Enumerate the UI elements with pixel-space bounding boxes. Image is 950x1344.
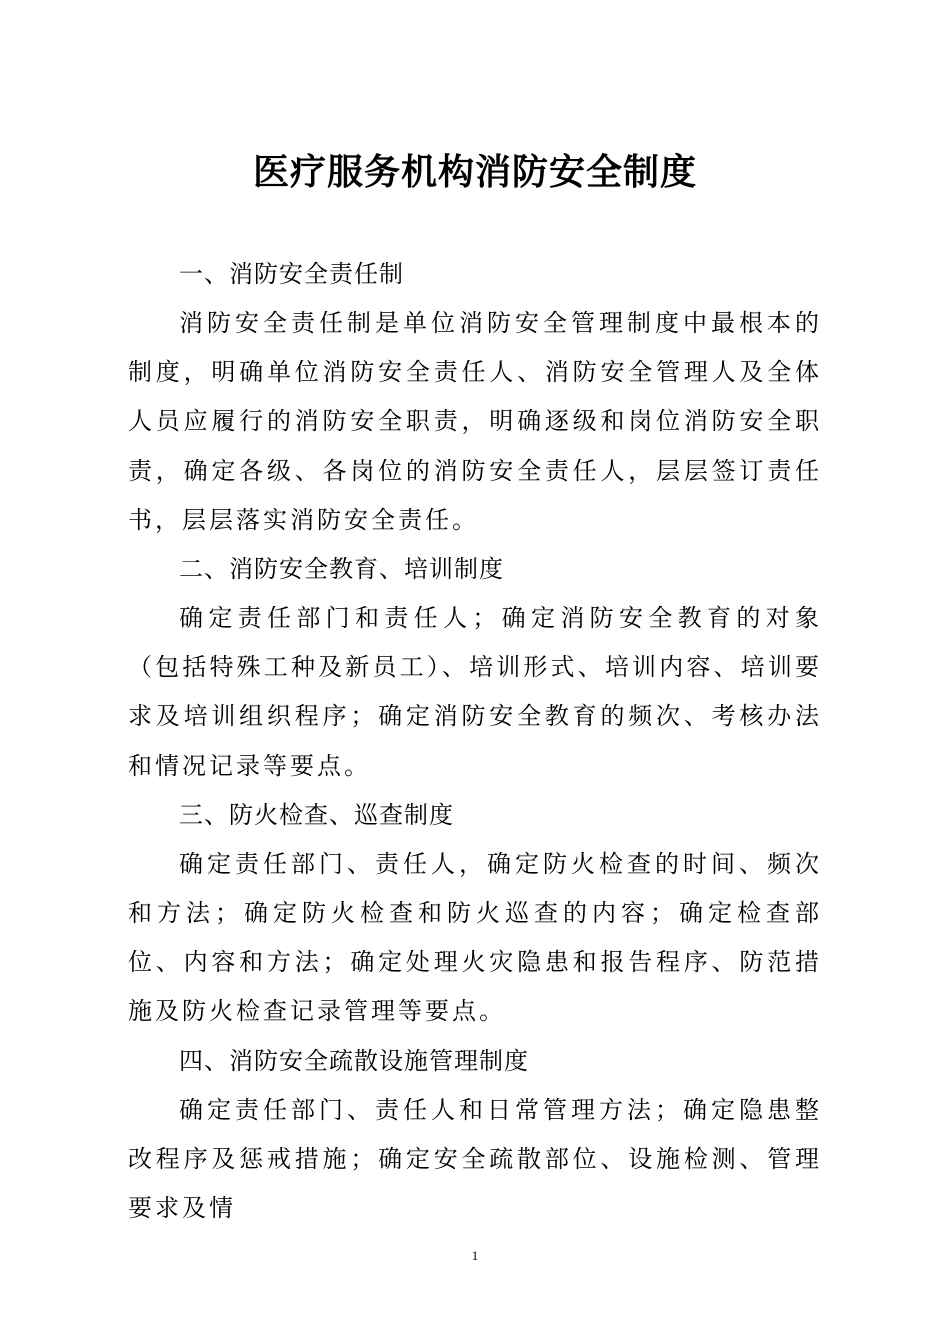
section-heading-2: 二、消防安全教育、培训制度: [179, 555, 504, 584]
page-number: 1: [471, 1248, 479, 1263]
section-paragraph-2: 确定责任部门和责任人；确定消防安全教育的对象（包括特殊工种及新员工）、培训形式、培训内容、培训要求及培训组织程序；确定消防安全教育的频次、考核办法和情况记录等要点。: [128, 604, 822, 780]
section-heading-3: 三、防火检查、巡查制度: [179, 800, 454, 829]
document-title: 医疗服务机构消防安全制度: [252, 151, 697, 193]
document-body: [128, 250, 822, 1233]
section-paragraph-1: 消防安全责任制是单位消防安全管理制度中最根本的制度，明确单位消防安全责任人、消防安全管理人及全体人员应履行的消防安全职责，明确逐级和岗位消防安全职责，确定各级、各岗位的消防安全责任人，层层签订责任书，层层落实消防安全责任。: [128, 309, 822, 534]
section-paragraph-4: 确定责任部门、责任人和日常管理方法；确定隐患整改程序及惩戒措施；确定安全疏散部位、设施检测、管理要求及情: [128, 1095, 822, 1223]
section-heading-1: 一、消防安全责任制: [179, 260, 404, 288]
section-paragraph-3: 确定责任部门、责任人，确定防火检查的时间、频次和方法；确定防火检查和防火巡查的内容；确定检查部位、内容和方法；确定处理火灾隐患和报告程序、防范措施及防火检查记录管理等要点。: [128, 849, 822, 1026]
section-heading-4: 四、消防安全疏散设施管理制度: [179, 1046, 529, 1075]
